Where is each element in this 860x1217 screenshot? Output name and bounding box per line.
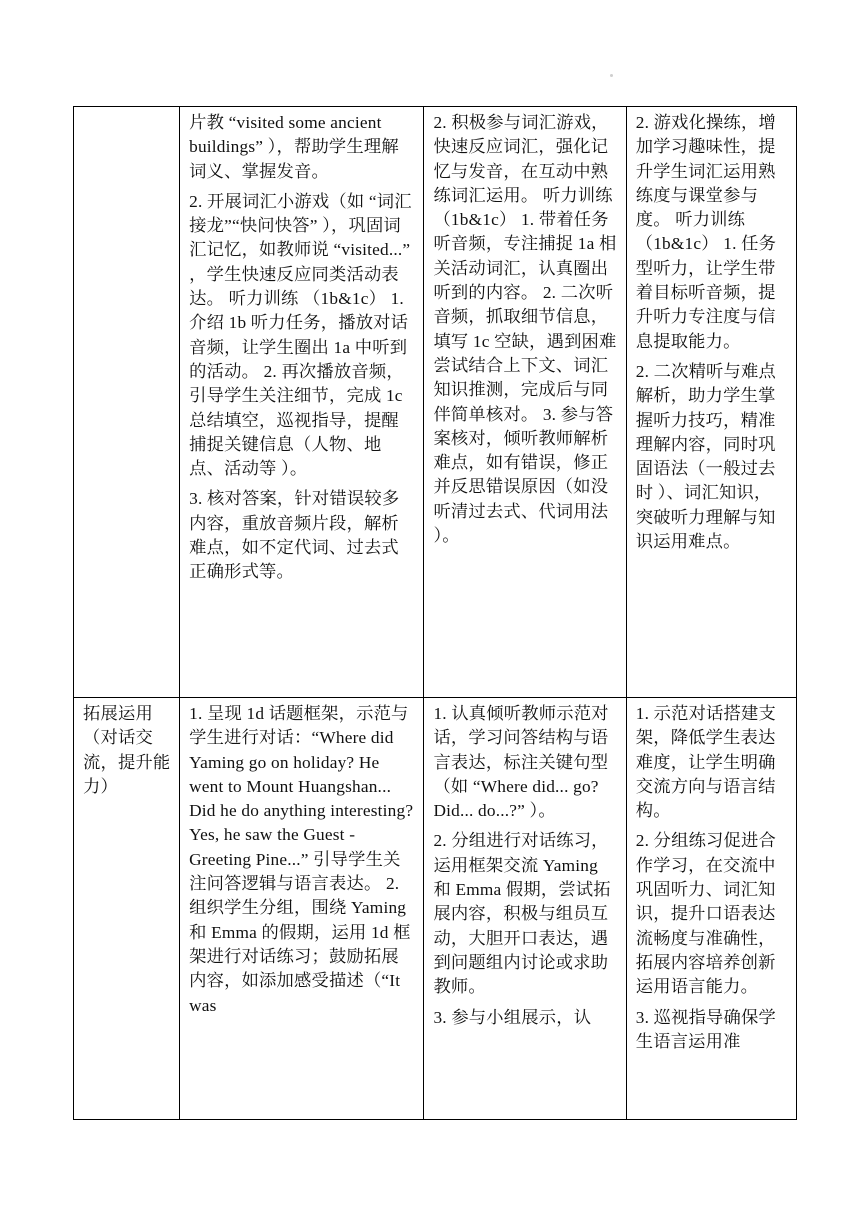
student-activity-cell xyxy=(424,698,626,1120)
teacher-activity-cell xyxy=(180,107,424,698)
teacher-activity-cell xyxy=(180,698,424,1120)
student-paragraph: 1. 认真倾听教师示范对话，学习问答结构与语言表达，标注关键句型（如 “Where did... go? Did... do...?” ）。 xyxy=(433,704,609,821)
table-row xyxy=(74,698,797,1120)
stage-cell xyxy=(74,107,180,698)
intent-paragraph: 2. 二次精听与难点解析，助力学生掌握听力技巧，精准理解内容，同时巩固语法（一般过去时 ）、词汇知识，突破听力理解与知识运用难点。 xyxy=(635,361,776,552)
teacher-paragraph: 片教 “visited some ancient buildings” ），帮助学生理解词义、掌握发音。 xyxy=(189,113,399,181)
page-mark xyxy=(610,74,613,77)
intent-paragraph: 1. 示范对话搭建支架，降低学生表达难度，让学生明确交流方向与语言结构。 xyxy=(635,704,776,821)
lesson-plan-table xyxy=(73,106,797,1120)
intent-paragraph: 2. 分组练习促进合作学习，在交流中巩固听力、词汇知识，提升口语表达流畅度与准确性，拓展内容培养创新运用语言能力。 xyxy=(635,831,776,997)
student-paragraph: 3. 参与小组展示，认 xyxy=(433,1007,592,1027)
teacher-paragraph: 2. 开展词汇小游戏（如 “词汇接龙”“快问快答” ），巩固词汇记忆，如教师说 “visited...” ，学生快速反应同类活动表达。 听力训练 （1b&1c） 1. 介绍 1b 听力任务，播放对话音频，让学生圈出 1a 中听到的活动。 2. 再次播放音频，引导学生关注细节，完成 1c 总结填空，巡视指导，提醒捕捉关键信息（人物、地点、活动等 ）。 xyxy=(189,191,412,479)
stage-label: 拓展运用（对话交流，提升能力） xyxy=(83,704,171,796)
student-paragraph: 2. 积极参与词汇游戏，快速反应词汇，强化记忆与发音，在互动中熟练词汇运用。 听力训练 （1b&1c） 1. 带着任务听音频，专注捕捉 1a 相关活动词汇，认真圈出听到的内容。 2. 二次听音频，抓取细节信息，填写 1c 空缺，遇到困难尝试结合上下文、词汇知识推测，完成后与同伴简单核对。 3. 参与答案核对，倾听教师解析难点，如有错误，修正并反思错误原因（如没听清过去式、代词用法 ）。 xyxy=(433,113,617,546)
student-activity-cell xyxy=(424,107,626,698)
intent-paragraph: 2. 游戏化操练，增加学习趣味性，提升学生词汇运用熟练度与课堂参与度。 听力训练 （1b&1c） 1. 任务型听力，让学生带着目标听音频，提升听力专注度与信息提取能力。 xyxy=(635,113,777,351)
teacher-paragraph: 3. 核对答案，针对错误较多内容，重放音频片段，解析难点，如不定代词、过去式正确形式等。 xyxy=(189,489,400,582)
teacher-paragraph: 1. 呈现 1d 话题框架，示范与学生进行对话：“Where did Yaming go on holiday? He went to Mount Huangshan... Did he do anything interesting? Yes, he saw the Guest - Greeting Pine...” 引导学生关注问答逻辑与语言表达。 2. 组织学生分组，围绕 Yaming 和 Emma 的假期，运用 1d 框架进行对话练习；鼓励拓展内容，如添加感受描述（“It was xyxy=(189,704,414,1015)
intent-paragraph: 3. 巡视指导确保学生语言运用准 xyxy=(635,1007,776,1051)
table-row xyxy=(74,107,797,698)
student-paragraph: 2. 分组进行对话练习，运用框架交流 Yaming 和 Emma 假期，尝试拓展内容，积极与组员互动，大胆开口表达，遇到问题组内讨论或求助教师。 xyxy=(433,831,611,997)
design-intent-cell xyxy=(626,698,796,1120)
stage-cell xyxy=(74,698,180,1120)
design-intent-cell xyxy=(626,107,796,698)
